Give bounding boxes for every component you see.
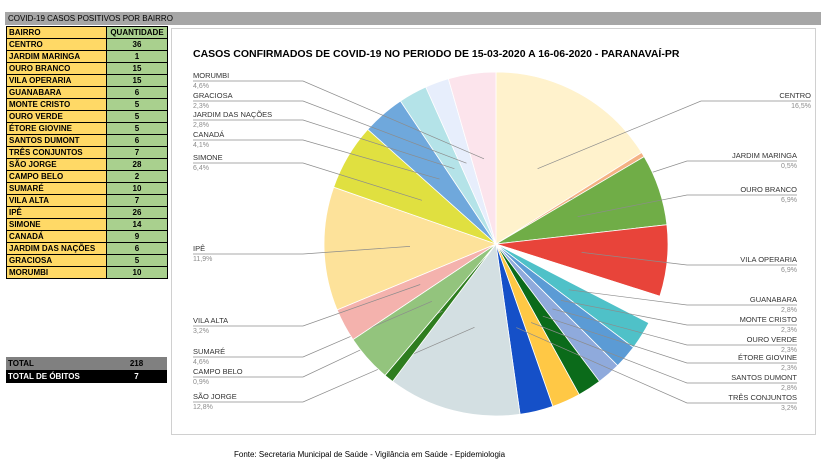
- bairro-quantidade: 15: [107, 75, 168, 87]
- bairro-quantidade: 5: [107, 99, 168, 111]
- bairro-quantidade: 5: [107, 123, 168, 135]
- bairro-name: MORUMBI: [7, 267, 107, 279]
- bairro-quantidade: 7: [107, 147, 168, 159]
- slice-percent: 6,9%: [781, 267, 797, 274]
- bairro-quantidade: 14: [107, 219, 168, 231]
- col-quantidade-header: QUANTIDADE: [107, 27, 168, 39]
- slice-label: ÉTORE GIOVINE: [737, 353, 797, 362]
- slice-label: SÃO JORGE: [193, 392, 237, 401]
- bairro-name: CAMPO BELO: [7, 171, 107, 183]
- slice-label: OURO VERDE: [746, 335, 797, 344]
- slice-label: SUMARÉ: [193, 347, 226, 356]
- bairro-quantidade: 6: [107, 243, 168, 255]
- slice-percent: 0,5%: [781, 163, 797, 170]
- slice-percent: 4,1%: [193, 142, 209, 149]
- slice-label: MORUMBI: [193, 71, 230, 80]
- bairro-name: JARDIM MARINGA: [7, 51, 107, 63]
- slice-percent: 2,8%: [193, 122, 209, 129]
- total-value: 218: [106, 357, 167, 370]
- slice-label: GUANABARA: [749, 295, 797, 304]
- bairro-name: CENTRO: [7, 39, 107, 51]
- bairro-name: VILA OPERARIA: [7, 75, 107, 87]
- slice-label: JARDIM MARINGA: [731, 151, 797, 160]
- bairro-name: SANTOS DUMONT: [7, 135, 107, 147]
- slice-percent: 6,4%: [193, 165, 209, 172]
- sheet-title: COVID-19 CASOS POSITIVOS POR BAIRRO: [8, 14, 173, 23]
- bairro-quantidade: 5: [107, 111, 168, 123]
- bairro-name: SIMONE: [7, 219, 107, 231]
- slice-label: JARDIM DAS NAÇÕES: [193, 110, 273, 119]
- bairro-quantidade: 5: [107, 255, 168, 267]
- slice-label: OURO BRANCO: [740, 185, 797, 194]
- bairro-name: SUMARÉ: [7, 183, 107, 195]
- bairro-name: VILA ALTA: [7, 195, 107, 207]
- slice-label: SANTOS DUMONT: [731, 373, 797, 382]
- bairro-name: OURO VERDE: [7, 111, 107, 123]
- bairro-quantidade: 2: [107, 171, 168, 183]
- bairro-name: GRACIOSA: [7, 255, 107, 267]
- slice-percent: 3,2%: [193, 328, 209, 335]
- bairro-quantidade: 10: [107, 267, 168, 279]
- slice-label: MONTE CRISTO: [739, 315, 797, 324]
- slice-percent: 2,8%: [781, 307, 797, 314]
- slice-label: VILA ALTA: [193, 316, 229, 325]
- bairro-name: TRÊS CONJUNTOS: [7, 147, 107, 159]
- slice-percent: 4,6%: [193, 359, 209, 366]
- bairro-name: JARDIM DAS NAÇÕES: [7, 243, 107, 255]
- slice-percent: 2,3%: [781, 347, 797, 354]
- slice-label: SIMONE: [193, 153, 223, 162]
- bairro-quantidade: 28: [107, 159, 168, 171]
- bairro-quantidade: 15: [107, 63, 168, 75]
- obitos-label: TOTAL DE ÓBITOS: [6, 370, 106, 383]
- slice-label: CENTRO: [779, 91, 811, 100]
- bairro-name: SÃO JORGE: [7, 159, 107, 171]
- slice-percent: 2,3%: [193, 103, 209, 110]
- slice-percent: 0,9%: [193, 379, 209, 386]
- chart-title: CASOS CONFIRMADOS DE COVID-19 NO PERIODO DE 15-03-2020 A 16-06-2020 - PARANAVAÍ-PR: [193, 48, 680, 60]
- slice-percent: 16,5%: [791, 103, 811, 110]
- slice-percent: 6,9%: [781, 197, 797, 204]
- slice-percent: 3,2%: [781, 405, 797, 412]
- bairro-name: MONTE CRISTO: [7, 99, 107, 111]
- total-label: TOTAL: [6, 357, 106, 370]
- slice-percent: 12,8%: [193, 404, 213, 411]
- slice-percent: 2,3%: [781, 365, 797, 372]
- slice-label: GRACIOSA: [193, 91, 233, 100]
- bairro-quantidade: 7: [107, 195, 168, 207]
- slice-label: IPÊ: [193, 244, 206, 253]
- slice-label: CAMPO BELO: [193, 367, 243, 376]
- bairro-quantidade: 9: [107, 231, 168, 243]
- bairro-quantidade: 26: [107, 207, 168, 219]
- bairro-quantidade: 6: [107, 135, 168, 147]
- slice-label: TRÊS CONJUNTOS: [728, 393, 797, 402]
- col-bairro-header: BAIRRO: [7, 27, 107, 39]
- bairro-name: ÉTORE GIOVINE: [7, 123, 107, 135]
- bairro-quantidade: 6: [107, 87, 168, 99]
- bairro-name: GUANABARA: [7, 87, 107, 99]
- bairro-name: OURO BRANCO: [7, 63, 107, 75]
- slice-percent: 2,3%: [781, 327, 797, 334]
- slice-percent: 2,8%: [781, 385, 797, 392]
- bairro-quantidade: 36: [107, 39, 168, 51]
- slice-label: CANADÁ: [193, 130, 225, 139]
- bairro-quantidade: 1: [107, 51, 168, 63]
- obitos-value: 7: [106, 370, 167, 383]
- bairro-name: CANADÁ: [7, 231, 107, 243]
- slice-label: VILA OPERARIA: [740, 255, 797, 264]
- slice-percent: 4,6%: [193, 83, 209, 90]
- bairro-name: IPÊ: [7, 207, 107, 219]
- bairro-quantidade: 10: [107, 183, 168, 195]
- source-note: Fonte: Secretaria Municipal de Saúde - Vigilância em Saúde - Epidemiologia: [234, 450, 506, 459]
- slice-percent: 11,9%: [193, 256, 213, 263]
